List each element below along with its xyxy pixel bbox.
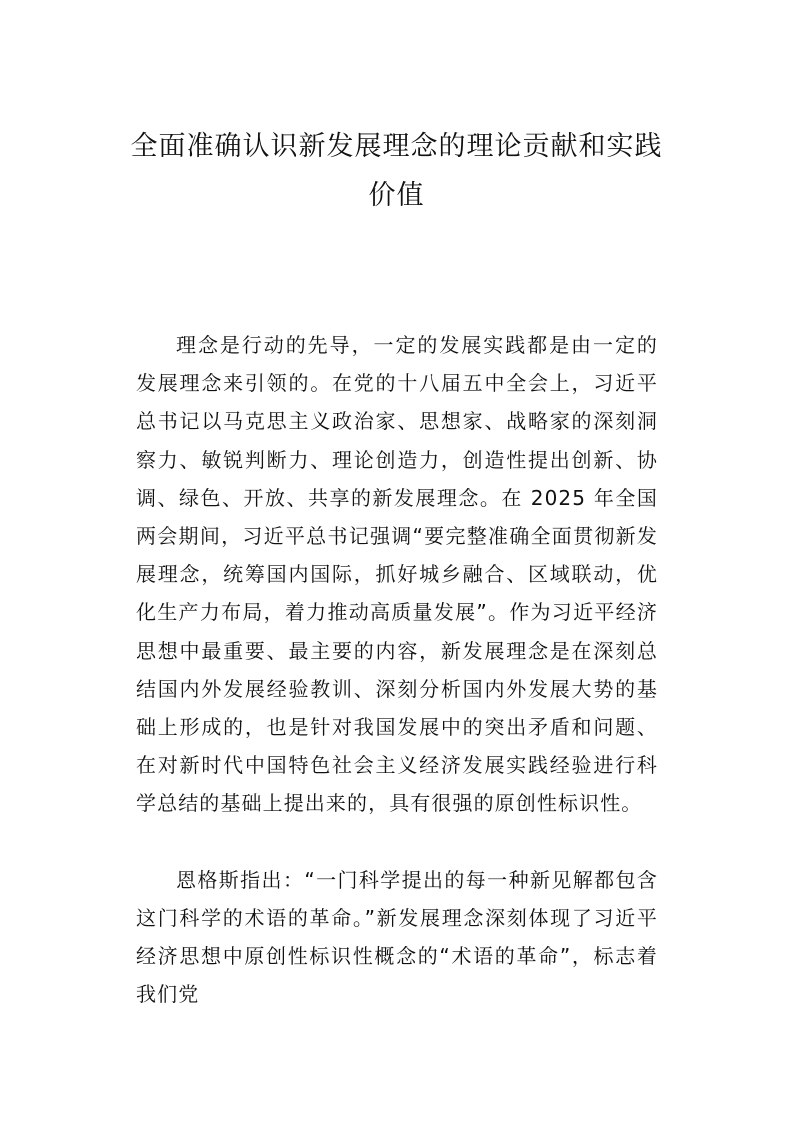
- paragraph-2: 恩格斯指出：“一门科学提出的每一种新见解都包含这门科学的术语的革命。”新发展理念深刻体现了习近平经济思想中原创性标识性概念的“术语的革命”，标志着我们党: [136, 867, 658, 1007]
- document-body: [136, 326, 658, 1013]
- document-title: 全面准确认识新发展理念的理论贡献和实践价值: [130, 131, 663, 211]
- paragraph-1: 理念是行动的先导，一定的发展实践都是由一定的发展理念来引领的。在党的十八届五中全会上，习近平总书记以马克思主义政治家、思想家、战略家的深刻洞察力、敏锐判断力、理论创造力，创造性提出创新、协调、绿色、开放、共享的新发展理念。在 2025 年全国两会期间，习近平总书记强调“要完整准确全面贯彻新发展理念，统筹国内国际，抓好城乡融合、区域联动，优化生产力布局，着力推动高质量发展”。作为习近平经济思想中最重要、最主要的内容，新发展理念是在深刻总结国内外发展经验教训、深刻分析国内外发展大势的基础上形成的，也是针对我国发展中的突出矛盾和问题、在对新时代中国特色社会主义经济发展实践经验进行科学总结的基础上提出来的，具有很强的原创性标识性。: [136, 333, 658, 816]
